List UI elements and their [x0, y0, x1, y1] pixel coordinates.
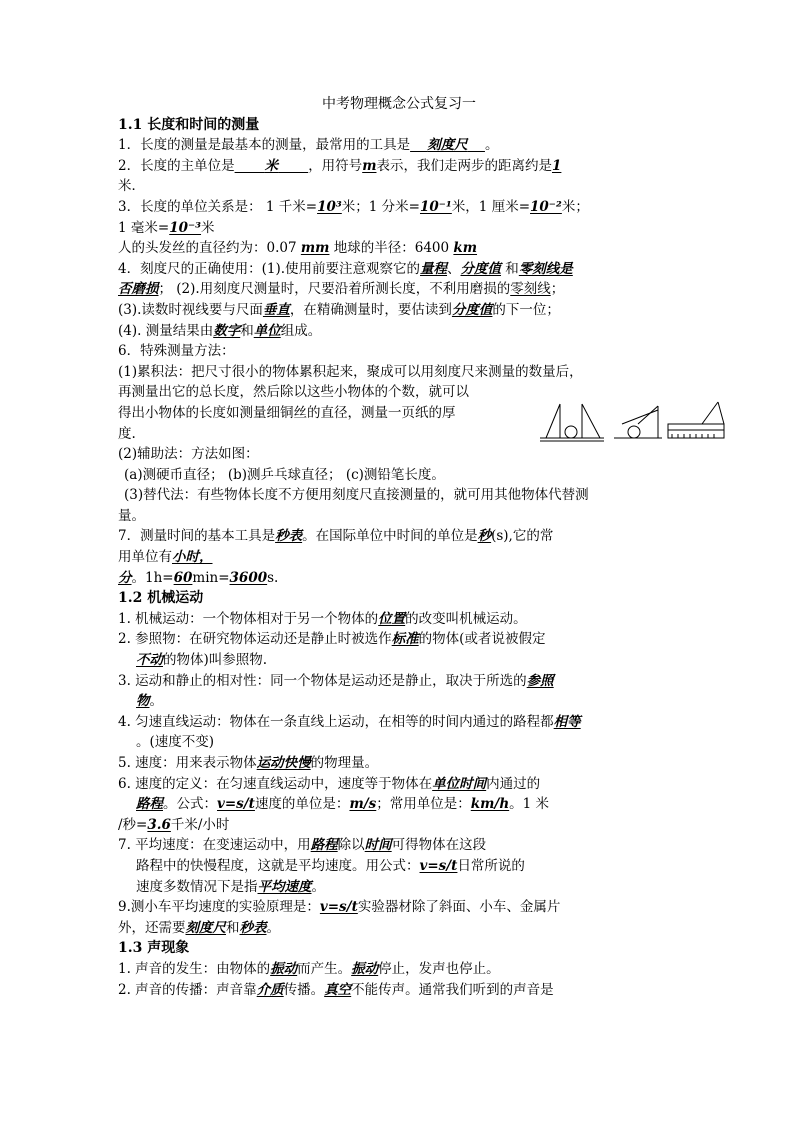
section-heading-1-2: 1.2 机械运动 — [118, 590, 204, 607]
answer-text: 10⁻² — [530, 198, 562, 215]
text-line: 不动的物体)叫参照物. — [136, 652, 268, 669]
answer-text: 单位 — [253, 322, 281, 339]
answer-text: 振动 — [270, 960, 298, 977]
answer-text: 秒 — [477, 528, 492, 545]
answer-text: 垂直 — [262, 301, 290, 318]
text-line: 4．刻度尺的正确使用：(1).使用前要注意观察它的量程、分度值 和零刻线是 — [118, 260, 573, 277]
answer-text: 分度值 — [451, 301, 493, 318]
text-line: 用单位有小时， — [118, 549, 213, 566]
answer-text: m — [362, 157, 377, 174]
answer-text: 3.6 — [147, 816, 171, 833]
document-title: 中考物理概念公式复习一 — [322, 96, 476, 112]
answer-text: 参照 — [526, 672, 554, 689]
measurement-method-figures — [538, 398, 728, 446]
document-page — [118, 94, 680, 1000]
answer-text: 3600 — [229, 569, 268, 586]
text-line: 7．测量时间的基本工具是秒表。在国际单位中时间的单位是秒(s),它的常 — [118, 528, 554, 545]
text-line: 2. 声音的传播：声音靠介质传播。真空不能传声。通常我们听到的声音是 — [118, 981, 554, 998]
section-heading-1-3: 1.3 声现象 — [118, 940, 190, 957]
answer-text: 10⁻¹ — [419, 198, 452, 215]
answer-text: 刻度尺 — [427, 137, 468, 154]
answer-text: 1 — [551, 157, 562, 174]
text-line: 米． — [118, 178, 145, 195]
text-line: (3).读数时视线要与尺面垂直，在精确测量时，要估读到分度值的下一位； — [118, 301, 560, 318]
answer-text: 否磨损 — [118, 281, 159, 298]
answer-text: 秒表 — [275, 528, 303, 545]
text-line: 3．长度的单位关系是： 1 千米=10³米；1 分米=10⁻¹米，1 厘米=10⁻²米； — [118, 198, 589, 215]
answer-text: 物 — [136, 693, 150, 710]
answer-text: 10⁻³ — [169, 219, 202, 236]
text-line: 。(速度不变) — [136, 734, 215, 751]
answer-text: 单位时间 — [432, 775, 487, 792]
coin-diameter-figure — [540, 404, 604, 441]
answer-text: km/h — [470, 796, 510, 813]
text-line: 人的头发丝的直径约为：0.07 mm 地球的半径：6400 km — [118, 240, 478, 257]
answer-text: mm — [300, 240, 330, 257]
text-line: 路程中的快慢程度，这就是平均速度。用公式：v=s/t日常所说的 — [136, 857, 525, 874]
answer-text: 刻度尺 — [185, 919, 226, 936]
answer-text: 平均速度 — [257, 878, 312, 895]
text-line: 2．长度的主单位是 米 ，用符号m表示，我们走两步的距离约是1 — [118, 157, 562, 174]
text-line: 否磨损； (2).用刻度尺测量时，尺要沿着所测长度，不利用磨损的零刻线； — [118, 281, 565, 298]
answer-text: 量程 — [420, 260, 448, 277]
text-line: (a)测硬币直径； (b)测乒乓球直径； (c)测铅笔长度。 — [124, 466, 445, 483]
answer-text: 分 — [118, 569, 132, 586]
answer-text: 运动快慢 — [256, 755, 311, 771]
answer-text: m/s — [349, 796, 377, 813]
text-line: 再测量出它的总长度，然后除以这些小物体的个数，就可以 — [118, 384, 469, 401]
answer-text: 60 — [173, 569, 193, 586]
answer-text: 小时， — [172, 549, 213, 566]
text-line: 1. 声音的发生：由物体的振动而产生。振动停止，发声也停止。 — [118, 960, 500, 977]
text-line: (3)替代法：有些物体长度不方便用刻度尺直接测量的，就可用其他物体代替测 — [124, 487, 589, 504]
section-heading-1-1: 1.1 长度和时间的测量 — [118, 116, 260, 133]
text-line: 得出小物体的长度如测量细铜丝的直径，测量一页纸的厚 — [118, 404, 456, 421]
answer-text: 秒表 — [239, 919, 267, 936]
text-line: 速度多数情况下是指平均速度。 — [136, 878, 325, 895]
answer-text: 不动 — [136, 652, 163, 669]
answer-text: 零刻线是 — [518, 260, 573, 277]
text-line: 3. 运动和静止的相对性：同一个物体是运动还是静止，取决于所选的参照 — [118, 672, 554, 689]
answer-text: 真空 — [324, 981, 352, 998]
answer-text: km — [453, 240, 478, 257]
ball-diameter-figure — [614, 406, 662, 438]
text-line: 2. 参照物：在研究物体运动还是静止时被选作标准的物体(或者说被假定 — [118, 631, 546, 648]
answer-text: 相等 — [553, 713, 581, 730]
text-line: 1．长度的测量是最基本的测量，最常用的工具是 刻度尺 。 — [118, 137, 499, 154]
text-line: 路程。公式：v=s/t速度的单位是：m/s；常用单位是：km/h。1 米 — [136, 796, 550, 813]
text-line: 6. 速度的定义：在匀速直线运动中，速度等于物体在单位时间内通过的 — [118, 775, 541, 792]
answer-text: 位置 — [378, 610, 406, 627]
answer-text: v=s/t — [319, 899, 358, 916]
text-line: 分。1h=60min=3600s. — [118, 569, 279, 586]
text-line: 9.测小车平均速度的实验原理是：v=s/t实验器材除了斜面、小车、金属片 — [118, 899, 561, 916]
answer-text: v=s/t — [419, 857, 458, 874]
text-line: (1)累积法：把尺寸很小的物体累积起来，聚成可以用刻度尺来测量的数量后， — [118, 363, 583, 380]
text-line: 6．特殊测量方法： — [118, 343, 235, 360]
answer-text: 路程 — [310, 837, 338, 854]
text-line: 5. 速度：用来表示物体运动快慢的物理量。 — [118, 755, 379, 771]
text-line: (4). 测量结果由数字和单位组成。 — [118, 322, 322, 339]
text-line: 外，还需要刻度尺和秒表。 — [118, 919, 280, 936]
text-line: 度. — [118, 425, 136, 442]
answer-text: 米 — [264, 157, 279, 174]
answer-text: 10³ — [317, 198, 342, 215]
answer-text: v=s/t — [217, 796, 255, 813]
text-line: 7. 平均速度：在变速运动中，用路程除以时间可得物体在这段 — [118, 837, 487, 854]
text-line: 量。 — [118, 507, 145, 524]
text-line: /秒=3.6千米/小时 — [118, 816, 230, 833]
answer-text: 时间 — [364, 837, 392, 854]
answer-text: 数字 — [213, 322, 241, 339]
answer-text: 路程 — [136, 796, 163, 813]
text-line: (2)辅助法：方法如图： — [118, 446, 259, 463]
answer-text: 振动 — [351, 960, 379, 977]
answer-text: 分度值 — [460, 260, 502, 277]
text-line: 物。 — [136, 693, 163, 710]
answer-text: 标准 — [391, 631, 419, 648]
pencil-length-figure — [668, 402, 724, 438]
text-line: 1. 机械运动：一个物体相对于另一个物体的位置的改变叫机械运动。 — [118, 610, 527, 627]
answer-text: 介质 — [256, 981, 284, 998]
text-line: 1 毫米=10⁻³米 — [118, 219, 215, 236]
text-line: 4. 匀速直线运动：物体在一条直线上运动，在相等的时间内通过的路程都相等 — [118, 713, 581, 730]
